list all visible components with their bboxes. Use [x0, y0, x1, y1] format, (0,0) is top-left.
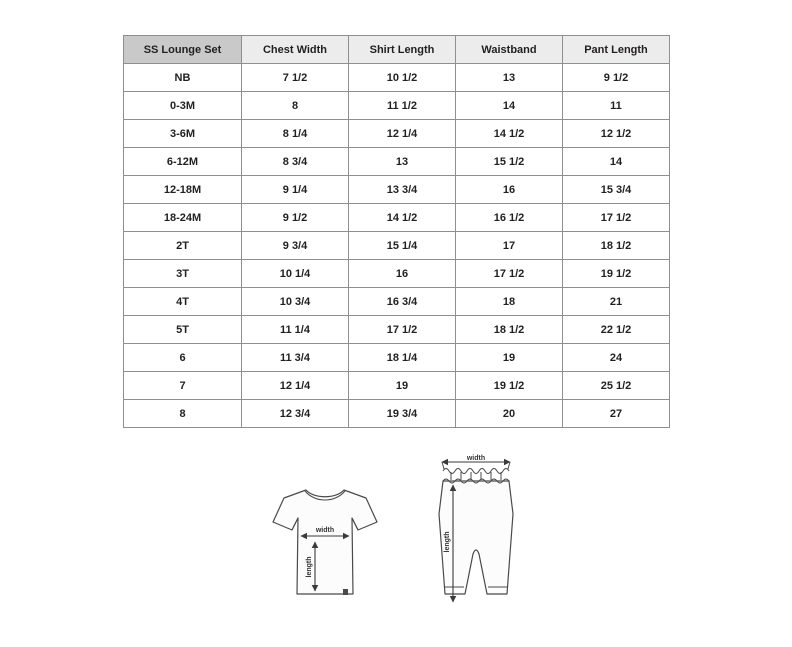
- waistband-value: 18 1/2: [456, 316, 563, 344]
- chest-width-value: 7 1/2: [242, 64, 349, 92]
- table-row: [124, 260, 670, 288]
- shirt-length-value: 11 1/2: [349, 92, 456, 120]
- waistband-value: 20: [456, 400, 563, 428]
- waistband-value: 14 1/2: [456, 120, 563, 148]
- shirt-length-value: 17 1/2: [349, 316, 456, 344]
- column-header-chest-width: Chest Width: [242, 36, 349, 64]
- waistband-value: 16 1/2: [456, 204, 563, 232]
- shirt-length-value: 13: [349, 148, 456, 176]
- shirt-length-value: 16 3/4: [349, 288, 456, 316]
- chest-width-value: 9 3/4: [242, 232, 349, 260]
- size-chart-table: [123, 35, 670, 428]
- table-row: [124, 92, 670, 120]
- chest-width-value: 10 3/4: [242, 288, 349, 316]
- pant-length-value: 24: [563, 344, 670, 372]
- chest-width-value: 10 1/4: [242, 260, 349, 288]
- size-label: NB: [124, 64, 242, 92]
- pant-length-value: 18 1/2: [563, 232, 670, 260]
- pant-length-value: 19 1/2: [563, 260, 670, 288]
- measurement-diagrams: [0, 454, 792, 606]
- size-label: 0-3M: [124, 92, 242, 120]
- size-label: 4T: [124, 288, 242, 316]
- shirt-length-value: 12 1/4: [349, 120, 456, 148]
- pant-length-value: 22 1/2: [563, 316, 670, 344]
- waistband-value: 17: [456, 232, 563, 260]
- chest-width-value: 11 3/4: [242, 344, 349, 372]
- column-header-shirt-length: Shirt Length: [349, 36, 456, 64]
- waistband-value: 19: [456, 344, 563, 372]
- size-label: 2T: [124, 232, 242, 260]
- header-row: [124, 36, 670, 64]
- table-row: [124, 400, 670, 428]
- pant-length-value: 12 1/2: [563, 120, 670, 148]
- shirt-length-value: 16: [349, 260, 456, 288]
- table-row: [124, 232, 670, 260]
- size-label: 6: [124, 344, 242, 372]
- table-row: [124, 344, 670, 372]
- waistband-value: 16: [456, 176, 563, 204]
- pant-length-value: 17 1/2: [563, 204, 670, 232]
- size-label: 5T: [124, 316, 242, 344]
- chest-width-value: 8 1/4: [242, 120, 349, 148]
- shirt-diagram: [259, 482, 391, 606]
- chest-width-value: 12 3/4: [242, 400, 349, 428]
- pant-length-value: 27: [563, 400, 670, 428]
- waistband-value: 19 1/2: [456, 372, 563, 400]
- size-label: 3-6M: [124, 120, 242, 148]
- chest-width-value: 8: [242, 92, 349, 120]
- waistband-value: 17 1/2: [456, 260, 563, 288]
- shirt-length-value: 19 3/4: [349, 400, 456, 428]
- size-label: 8: [124, 400, 242, 428]
- shirt-width-label: width: [315, 527, 335, 534]
- table-row: [124, 316, 670, 344]
- column-header-waistband: Waistband: [456, 36, 563, 64]
- size-label: 7: [124, 372, 242, 400]
- pants-waistband-top: [443, 469, 509, 474]
- shirt-length-label: length: [306, 556, 313, 578]
- chest-width-value: 8 3/4: [242, 148, 349, 176]
- column-header-pant-length: Pant Length: [563, 36, 670, 64]
- pant-length-value: 9 1/2: [563, 64, 670, 92]
- waistband-value: 14: [456, 92, 563, 120]
- waistband-value: 18: [456, 288, 563, 316]
- size-chart-section: [123, 35, 669, 428]
- table-row: [124, 204, 670, 232]
- pants-width-connectors: [442, 462, 510, 469]
- waistband-value: 13: [456, 64, 563, 92]
- shirt-length-value: 10 1/2: [349, 64, 456, 92]
- pants-width-label: width: [466, 455, 486, 462]
- waistband-value: 15 1/2: [456, 148, 563, 176]
- pants-length-label: length: [444, 531, 451, 553]
- shirt-length-value: 14 1/2: [349, 204, 456, 232]
- size-label: 12-18M: [124, 176, 242, 204]
- size-label: 3T: [124, 260, 242, 288]
- pant-length-value: 25 1/2: [563, 372, 670, 400]
- shirt-outline: [273, 490, 377, 594]
- shirt-length-value: 13 3/4: [349, 176, 456, 204]
- table-row: [124, 148, 670, 176]
- shirt-length-value: 19: [349, 372, 456, 400]
- pant-length-value: 21: [563, 288, 670, 316]
- table-row: [124, 288, 670, 316]
- chest-width-value: 12 1/4: [242, 372, 349, 400]
- column-header-product: SS Lounge Set: [124, 36, 242, 64]
- shirt-length-value: 18 1/4: [349, 344, 456, 372]
- chest-width-value: 9 1/2: [242, 204, 349, 232]
- table-row: [124, 372, 670, 400]
- table-row: [124, 64, 670, 92]
- pant-length-value: 11: [563, 92, 670, 120]
- pants-diagram: [421, 454, 533, 606]
- chest-width-value: 11 1/4: [242, 316, 349, 344]
- pant-length-value: 15 3/4: [563, 176, 670, 204]
- pant-length-value: 14: [563, 148, 670, 176]
- shirt-length-value: 15 1/4: [349, 232, 456, 260]
- table-row: [124, 120, 670, 148]
- chest-width-value: 9 1/4: [242, 176, 349, 204]
- table-row: [124, 176, 670, 204]
- shirt-hem-tag: [343, 589, 348, 595]
- size-label: 6-12M: [124, 148, 242, 176]
- size-label: 18-24M: [124, 204, 242, 232]
